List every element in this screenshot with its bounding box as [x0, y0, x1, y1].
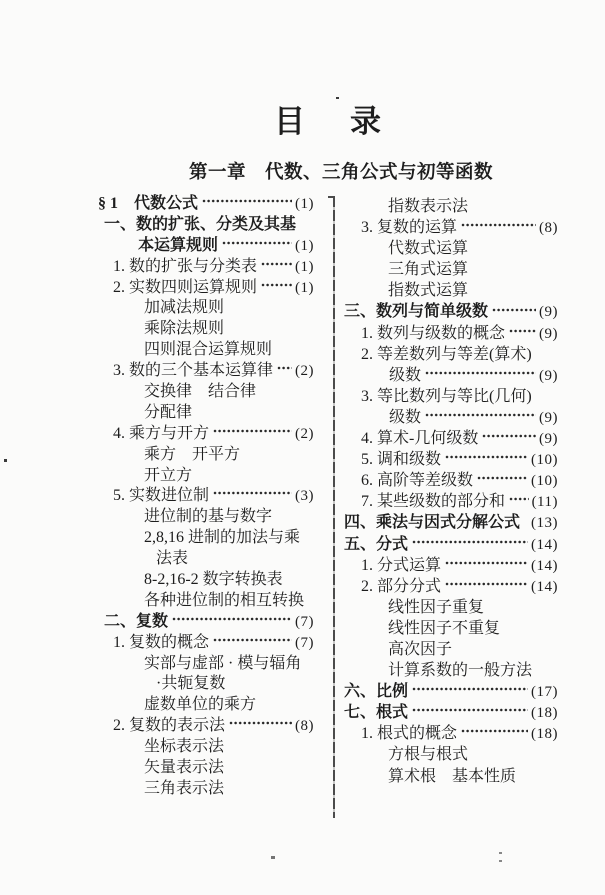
page-number: (14) [531, 578, 558, 595]
toc-entry [98, 336, 314, 357]
toc-entry [342, 741, 558, 762]
toc-entry-text: 三角式运算 [388, 261, 469, 279]
toc-entry-text: 本运算规则 [138, 236, 219, 254]
toc-entry-text: 8-2,16-2 数字转换表 [144, 571, 283, 589]
toc-entry-text: 法表 [156, 550, 189, 568]
dot-leader [509, 329, 536, 333]
page-number: (9) [539, 367, 558, 384]
toc-entry [98, 733, 314, 754]
page-number: (14) [531, 557, 558, 574]
toc-entry-text: 代数式运算 [388, 240, 469, 258]
toc-entry [342, 214, 558, 235]
toc-entry-text: 矢量表示法 [144, 759, 225, 777]
toc-entry [342, 657, 558, 678]
dot-leader [461, 729, 528, 733]
page-title: 目 录 [274, 104, 388, 139]
page-number: (1) [295, 237, 314, 254]
toc-entry-text: 2. 实数四则运算规则 [113, 278, 258, 296]
toc-entry-text: 二、复数 [104, 612, 169, 630]
toc-entry-text: 四、乘法与因式分解公式 [344, 514, 521, 532]
toc-entry-text: 1. 复数的概念 [113, 633, 210, 651]
dot-leader [412, 708, 528, 712]
toc-entry [342, 404, 558, 425]
toc-entry-text: 6. 高阶等差级数 [361, 472, 474, 490]
toc-entry [98, 670, 314, 691]
chapter-heading: 第一章 代数、三角公式与初等函数 [189, 163, 494, 183]
toc-entry [98, 357, 314, 378]
page-number: (7) [295, 613, 314, 630]
scan-speck [336, 97, 339, 99]
toc-entry-text: 高次因子 [388, 640, 453, 658]
page-number: (11) [531, 494, 558, 511]
toc-entry [342, 678, 558, 699]
toc-entry-text: 各种进位制的相互转换 [144, 591, 305, 609]
page-number: (13) [531, 515, 558, 532]
toc-entry [98, 650, 314, 671]
toc-entry-text: 六、比例 [344, 683, 409, 701]
toc-entry [98, 462, 314, 483]
page-number: (7) [295, 634, 314, 651]
dot-leader [509, 497, 529, 501]
scan-speck [499, 852, 502, 854]
toc-entry-text: § 1 代数公式 [98, 195, 199, 212]
dot-leader [425, 371, 536, 375]
toc-entry [98, 211, 314, 232]
toc-entry [342, 320, 558, 341]
toc-entry [342, 425, 558, 446]
toc-entry-text: 7. 某些级数的部分和 [361, 493, 506, 511]
page-number: (2) [295, 425, 314, 442]
page-number: (9) [539, 304, 558, 321]
toc-entry [98, 190, 314, 211]
toc-entry-text: 5. 调和级数 [361, 451, 442, 469]
toc-entry-text: 级数 [389, 408, 422, 426]
dot-leader [492, 308, 536, 312]
toc-entry-text: 五、分式 [344, 535, 409, 553]
toc-entry-text: 指数表示法 [388, 198, 469, 215]
toc-entry-text: 5. 实数进位制 [113, 487, 210, 505]
toc-entry-text: 3. 数的三个基本运算律 [113, 362, 274, 380]
column-divider [333, 196, 335, 818]
toc-entry-text: 开立方 [144, 466, 193, 484]
page-number: (1) [295, 196, 314, 212]
page-number: (1) [295, 258, 314, 275]
dot-leader [172, 617, 292, 621]
page-number: (1) [295, 279, 314, 296]
toc-entry-text: 2. 部分分式 [361, 577, 442, 595]
toc-entry-text: 1. 分式运算 [361, 556, 442, 574]
toc-entry-text: 七、根式 [344, 704, 409, 722]
toc-column-left [98, 190, 314, 796]
toc-entry [98, 712, 314, 733]
dot-leader [222, 241, 292, 245]
toc-entry-text: 实部与虚部 · 模与辐角 [144, 654, 302, 672]
dot-leader [524, 518, 528, 522]
toc-entry [342, 193, 558, 214]
toc-entry [98, 274, 314, 295]
toc-entry-text: 1. 数列与级数的概念 [361, 324, 506, 342]
toc-entry [342, 552, 558, 573]
dot-leader [261, 283, 292, 287]
toc-entry [98, 253, 314, 274]
toc-entry-text: 三角表示法 [144, 779, 225, 797]
toc-entry [342, 235, 558, 256]
toc-entry-text: 坐标表示法 [144, 738, 225, 756]
page-number: (9) [539, 325, 558, 342]
toc-entry-text: 线性因子不重复 [388, 619, 501, 637]
toc-entry [98, 754, 314, 775]
toc-entry [342, 467, 558, 488]
dot-leader [412, 687, 528, 691]
page-number: (14) [531, 536, 558, 553]
toc-entry [98, 503, 314, 524]
toc-entry-text: 2,8,16 进制的加法与乘 [144, 529, 301, 547]
toc-entry-text: 线性因子重复 [388, 598, 485, 616]
toc-entry-text: 进位制的基与数字 [144, 508, 273, 526]
dot-leader [261, 262, 292, 266]
dot-leader [277, 366, 292, 370]
toc-entry [98, 441, 314, 462]
dot-leader [229, 721, 292, 725]
toc-entry [342, 383, 558, 404]
dot-leader [482, 434, 536, 438]
toc-entry [342, 277, 558, 298]
toc-entry [98, 587, 314, 608]
toc-entry-text: 交换律 结合律 [144, 383, 257, 401]
toc-entry [98, 775, 314, 796]
toc-entry [98, 482, 314, 503]
page-number: (9) [539, 409, 558, 426]
toc-entry [342, 573, 558, 594]
toc-entry-text: 4. 乘方与开方 [113, 424, 210, 442]
toc-entry [98, 232, 314, 253]
dot-leader [445, 582, 528, 586]
toc-entry [98, 315, 314, 336]
toc-entry-text: 方根与根式 [388, 746, 469, 764]
toc-entry [98, 608, 314, 629]
dot-leader [425, 413, 536, 417]
page-number: (18) [531, 726, 558, 743]
page-number: (18) [531, 705, 558, 722]
page-number: (10) [531, 473, 558, 490]
page-number: (10) [531, 452, 558, 469]
dot-leader [445, 561, 528, 565]
toc-entry [342, 594, 558, 615]
toc-entry-text: 2. 等差数列与等差(算术) [361, 345, 532, 363]
toc-entry [98, 294, 314, 315]
toc-entry-text: 1. 根式的概念 [361, 725, 458, 743]
toc-entry-text: 4. 算术-几何级数 [361, 430, 479, 448]
page-number: (17) [531, 684, 558, 701]
toc-entry-text: 计算系数的一般方法 [388, 662, 533, 680]
toc-entry-text: 一、数的扩张、分类及其基 [104, 215, 297, 233]
toc-entry [342, 615, 558, 636]
scan-speck [271, 856, 275, 859]
toc-entry-text: 加减法规则 [144, 299, 225, 317]
toc-entry-text: 虚数单位的乘方 [144, 696, 257, 714]
toc-entry-text: ·共轭复数 [156, 675, 226, 693]
page-number: (3) [295, 488, 314, 505]
dot-leader [445, 455, 528, 459]
toc-column-right [342, 193, 558, 784]
toc-entry [98, 399, 314, 420]
toc-entry [342, 763, 558, 784]
dot-leader [461, 223, 536, 227]
scan-speck [499, 860, 502, 862]
page-number: (9) [539, 431, 558, 448]
toc-entry [98, 545, 314, 566]
toc-entry [342, 341, 558, 362]
toc-entry-text: 分配律 [144, 403, 193, 421]
toc-entry [342, 446, 558, 467]
toc-entry-text: 1. 数的扩张与分类表 [113, 257, 258, 275]
toc-entry [342, 298, 558, 319]
toc-entry [342, 488, 558, 509]
toc-entry [342, 531, 558, 552]
dot-leader [477, 476, 528, 480]
dot-leader [213, 429, 292, 433]
toc-entry-text: 乘方 开平方 [144, 445, 241, 463]
toc-entry [342, 720, 558, 741]
toc-entry [98, 566, 314, 587]
toc-entry [342, 699, 558, 720]
toc-entry [342, 636, 558, 657]
toc-entry [98, 691, 314, 712]
page-number: (8) [295, 718, 314, 735]
toc-entry [98, 420, 314, 441]
toc-entry [98, 378, 314, 399]
toc-entry-text: 指数式运算 [388, 282, 469, 300]
scan-speck [4, 459, 7, 462]
page-number: (8) [539, 220, 558, 237]
toc-entry-text: 3. 复数的运算 [361, 219, 458, 237]
toc-entry-text: 3. 等比数列与等比(几何) [361, 387, 532, 405]
toc-entry-text: 乘除法规则 [144, 320, 225, 338]
dot-leader [213, 638, 292, 642]
toc-entry [342, 509, 558, 530]
toc-entry [98, 524, 314, 545]
toc-entry [342, 256, 558, 277]
dot-leader [213, 491, 292, 495]
toc-entry-text: 算术根 基本性质 [388, 767, 517, 785]
toc-entry-text: 四则混合运算规则 [144, 341, 273, 359]
dot-leader [202, 199, 292, 203]
toc-entry-text: 2. 复数的表示法 [113, 717, 226, 735]
page-number: (2) [295, 363, 314, 380]
toc-entry-text: 三、数列与简单级数 [344, 303, 489, 321]
toc-entry-text: 级数 [389, 366, 422, 384]
toc-entry [98, 629, 314, 650]
dot-leader [412, 540, 528, 544]
toc-entry [342, 362, 558, 383]
